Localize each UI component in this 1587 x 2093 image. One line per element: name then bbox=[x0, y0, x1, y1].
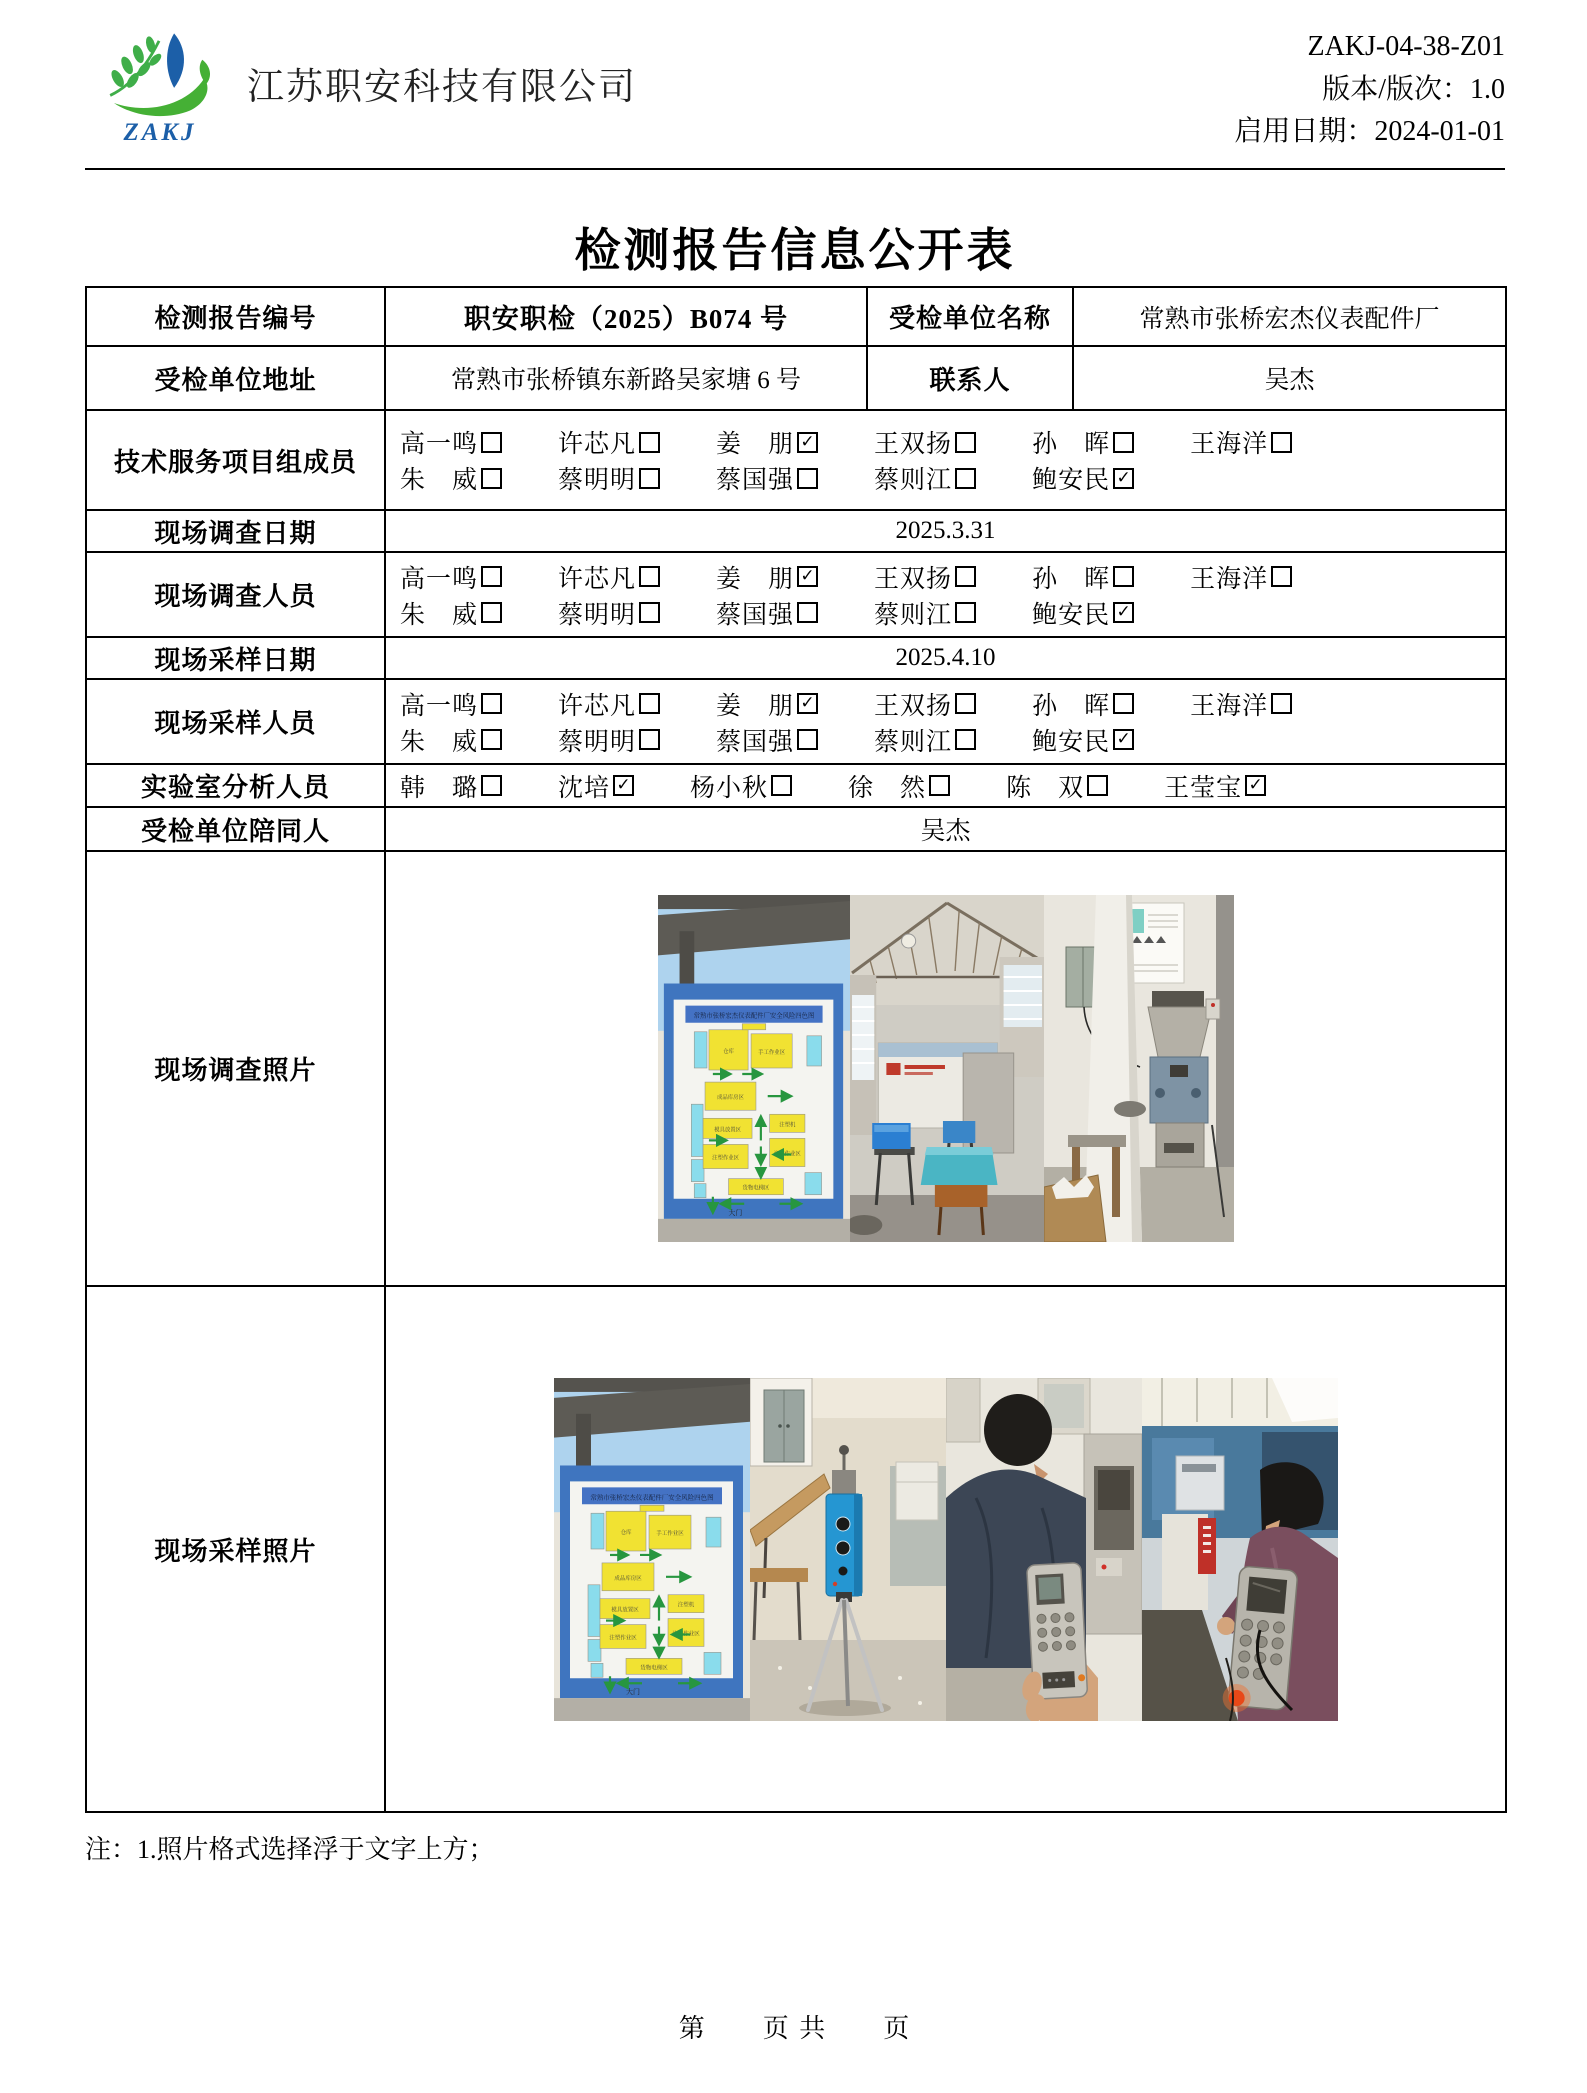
member-name: 孙 晖 bbox=[1032, 431, 1111, 458]
checkbox-checked[interactable]: ✓ bbox=[797, 432, 818, 453]
lab-staff-line bbox=[400, 768, 1505, 804]
table-row bbox=[86, 764, 1506, 807]
sampling-staff-line1 bbox=[400, 686, 1505, 722]
lab-staff-cell bbox=[385, 764, 1506, 807]
checkbox-unchecked[interactable] bbox=[481, 775, 502, 796]
member-item bbox=[400, 424, 502, 460]
member-item bbox=[1032, 722, 1134, 758]
header-divider bbox=[85, 168, 1505, 170]
member-name: 姜 朋 bbox=[716, 565, 795, 593]
member-name: 韩 璐 bbox=[400, 774, 479, 802]
sampling-photos-label: 现场采样照片 bbox=[86, 1286, 385, 1812]
team-members-cell bbox=[385, 410, 1506, 510]
member-name: 王海洋 bbox=[1190, 431, 1269, 458]
page-header bbox=[85, 0, 1505, 168]
member-item bbox=[400, 460, 502, 496]
unit-name-label: 受检单位名称 bbox=[867, 287, 1073, 346]
member-item bbox=[400, 722, 502, 758]
checkbox-unchecked[interactable] bbox=[1113, 566, 1134, 587]
checkbox-unchecked[interactable] bbox=[481, 566, 502, 587]
doc-code: ZAKJ-04-38-Z01 bbox=[1307, 31, 1505, 62]
checkbox-checked[interactable]: ✓ bbox=[1113, 468, 1134, 489]
member-item bbox=[558, 460, 660, 496]
sampling-staff-cell bbox=[385, 679, 1506, 764]
member-name: 许芯凡 bbox=[558, 565, 637, 593]
member-item bbox=[716, 424, 818, 460]
member-name: 蔡国强 bbox=[716, 728, 795, 756]
checkbox-unchecked[interactable] bbox=[955, 602, 976, 623]
table-row bbox=[86, 807, 1506, 851]
contact-value: 吴杰 bbox=[1073, 346, 1506, 410]
member-item bbox=[874, 460, 976, 496]
member-name: 朱 威 bbox=[400, 601, 479, 629]
table-row bbox=[86, 552, 1506, 637]
member-name: 徐 然 bbox=[848, 774, 927, 802]
checkbox-checked[interactable]: ✓ bbox=[613, 775, 634, 796]
member-item bbox=[874, 559, 976, 595]
member-name: 姜 朋 bbox=[716, 431, 795, 458]
checkbox-unchecked[interactable] bbox=[797, 729, 818, 750]
member-item bbox=[874, 686, 976, 722]
survey-staff-line1 bbox=[400, 559, 1505, 595]
member-item bbox=[1190, 686, 1292, 722]
checkbox-unchecked[interactable] bbox=[955, 693, 976, 714]
member-item bbox=[690, 768, 792, 804]
member-item bbox=[400, 559, 502, 595]
member-name: 孙 晖 bbox=[1032, 565, 1111, 593]
member-name: 王双扬 bbox=[874, 565, 953, 593]
escort-value: 吴杰 bbox=[385, 807, 1506, 851]
member-name: 沈培 bbox=[558, 774, 611, 802]
table-row bbox=[86, 410, 1506, 510]
survey-date-label: 现场调查日期 bbox=[86, 510, 385, 552]
sampling-staff-line2 bbox=[400, 722, 1505, 758]
table-row bbox=[86, 637, 1506, 679]
logo-text: ZAKJ bbox=[123, 119, 197, 146]
checkbox-unchecked[interactable] bbox=[1113, 432, 1134, 453]
checkbox-unchecked[interactable] bbox=[481, 729, 502, 750]
checkbox-unchecked[interactable] bbox=[639, 729, 660, 750]
checkbox-unchecked[interactable] bbox=[1271, 432, 1292, 453]
table-row bbox=[86, 851, 1506, 1286]
table-row bbox=[86, 679, 1506, 764]
member-item bbox=[1032, 686, 1134, 722]
member-item bbox=[874, 424, 976, 460]
sampling-photo-factory-layout-signboard bbox=[554, 1378, 750, 1721]
checkbox-checked[interactable]: ✓ bbox=[1113, 602, 1134, 623]
checkbox-unchecked[interactable] bbox=[1271, 693, 1292, 714]
member-name: 蔡则江 bbox=[874, 467, 953, 494]
survey-staff-line2 bbox=[400, 595, 1505, 631]
checkbox-unchecked[interactable] bbox=[481, 693, 502, 714]
member-item bbox=[716, 460, 818, 496]
contact-label: 联系人 bbox=[867, 346, 1073, 410]
member-name: 姜 朋 bbox=[716, 692, 795, 720]
member-item bbox=[558, 595, 660, 631]
survey-photo-granulator-machine bbox=[1044, 895, 1234, 1242]
document-meta bbox=[1234, 0, 1505, 154]
survey-date-value: 2025.3.31 bbox=[385, 510, 1506, 552]
lab-staff-label: 实验室分析人员 bbox=[86, 764, 385, 807]
sampling-photo-strip bbox=[386, 1378, 1505, 1721]
member-name: 许芯凡 bbox=[558, 692, 637, 720]
member-name: 蔡明明 bbox=[558, 728, 637, 756]
member-item bbox=[1032, 460, 1134, 496]
member-item bbox=[1006, 768, 1108, 804]
checkbox-checked[interactable]: ✓ bbox=[797, 566, 818, 587]
team-label: 技术服务项目组成员 bbox=[86, 410, 385, 510]
footnote: 注：1.照片格式选择浮于文字上方； bbox=[85, 1835, 495, 1864]
member-item bbox=[874, 722, 976, 758]
member-name: 高一鸣 bbox=[400, 431, 479, 458]
member-name: 许芯凡 bbox=[558, 431, 637, 458]
member-name: 朱 威 bbox=[400, 728, 479, 756]
survey-staff-label: 现场调查人员 bbox=[86, 552, 385, 637]
escort-label: 受检单位陪同人 bbox=[86, 807, 385, 851]
checkbox-unchecked[interactable] bbox=[639, 566, 660, 587]
checkbox-unchecked[interactable] bbox=[955, 432, 976, 453]
member-item bbox=[1032, 559, 1134, 595]
member-name: 鲍安民 bbox=[1032, 728, 1111, 756]
member-name: 蔡国强 bbox=[716, 601, 795, 629]
member-item bbox=[558, 559, 660, 595]
member-name: 鲍安民 bbox=[1032, 601, 1111, 629]
checkbox-unchecked[interactable] bbox=[481, 432, 502, 453]
company-name: 江苏职安科技有限公司 bbox=[247, 67, 637, 108]
member-item bbox=[558, 686, 660, 722]
page-number-footer: 第 页 共 页 bbox=[678, 2014, 912, 2043]
member-name: 鲍安民 bbox=[1032, 467, 1111, 494]
checkbox-unchecked[interactable] bbox=[639, 602, 660, 623]
member-item bbox=[400, 595, 502, 631]
member-item bbox=[400, 768, 502, 804]
checkbox-unchecked[interactable] bbox=[481, 468, 502, 489]
table-row bbox=[86, 1286, 1506, 1812]
member-name: 王双扬 bbox=[874, 692, 953, 720]
member-name: 蔡则江 bbox=[874, 601, 953, 629]
member-item bbox=[558, 424, 660, 460]
member-name: 蔡明明 bbox=[558, 467, 637, 494]
member-item bbox=[1164, 768, 1266, 804]
survey-photo-factory-layout-signboard bbox=[658, 895, 850, 1242]
member-name: 蔡明明 bbox=[558, 601, 637, 629]
checkbox-unchecked[interactable] bbox=[639, 693, 660, 714]
member-item bbox=[1032, 424, 1134, 460]
unit-addr-value: 常熟市张桥镇东新路吴家塘 6 号 bbox=[385, 346, 867, 410]
team-members-line1 bbox=[400, 424, 1505, 460]
checkbox-checked[interactable]: ✓ bbox=[1245, 775, 1266, 796]
member-item bbox=[716, 559, 818, 595]
report-info-table bbox=[85, 286, 1507, 1813]
zakj-leaf-logo-icon bbox=[97, 24, 223, 118]
checkbox-unchecked[interactable] bbox=[1113, 693, 1134, 714]
checkbox-checked[interactable]: ✓ bbox=[1113, 729, 1134, 750]
page-title: 检测报告信息公开表 bbox=[574, 225, 1016, 276]
checkbox-unchecked[interactable] bbox=[1087, 775, 1108, 796]
table-row bbox=[86, 287, 1506, 346]
member-name: 蔡则江 bbox=[874, 728, 953, 756]
survey-photos-cell bbox=[385, 851, 1506, 1286]
member-name: 高一鸣 bbox=[400, 692, 479, 720]
checkbox-unchecked[interactable] bbox=[639, 468, 660, 489]
member-name: 杨小秋 bbox=[690, 774, 769, 802]
doc-version: 版本/版次：1.0 bbox=[1322, 73, 1505, 105]
member-name: 高一鸣 bbox=[400, 565, 479, 593]
member-name: 朱 威 bbox=[400, 467, 479, 494]
team-members-line2 bbox=[400, 460, 1505, 496]
sampling-date-label: 现场采样日期 bbox=[86, 637, 385, 679]
member-item bbox=[716, 722, 818, 758]
member-item bbox=[400, 686, 502, 722]
checkbox-unchecked[interactable] bbox=[955, 468, 976, 489]
survey-photo-workshop-interior bbox=[850, 895, 1044, 1242]
member-item bbox=[1032, 595, 1134, 631]
table-row bbox=[86, 510, 1506, 552]
member-item bbox=[558, 722, 660, 758]
sampling-staff-label: 现场采样人员 bbox=[86, 679, 385, 764]
survey-photo-strip bbox=[386, 895, 1505, 1242]
sampling-photos-cell bbox=[385, 1286, 1506, 1812]
member-item bbox=[1190, 424, 1292, 460]
member-name: 王海洋 bbox=[1190, 692, 1269, 720]
member-item bbox=[716, 686, 818, 722]
table-row bbox=[86, 346, 1506, 410]
sampling-photo-handheld-meter-in-hand bbox=[946, 1378, 1142, 1721]
doc-enable-date: 启用日期：2024-01-01 bbox=[1234, 116, 1505, 148]
member-item bbox=[848, 768, 950, 804]
sampling-date-value: 2025.4.10 bbox=[385, 637, 1506, 679]
checkbox-unchecked[interactable] bbox=[639, 432, 660, 453]
checkbox-unchecked[interactable] bbox=[797, 468, 818, 489]
survey-photos-label: 现场调查照片 bbox=[86, 851, 385, 1286]
member-name: 王双扬 bbox=[874, 431, 953, 458]
member-item bbox=[1190, 559, 1292, 595]
member-name: 孙 晖 bbox=[1032, 692, 1111, 720]
company-logo bbox=[85, 0, 235, 147]
survey-staff-cell bbox=[385, 552, 1506, 637]
member-name: 王海洋 bbox=[1190, 565, 1269, 593]
checkbox-unchecked[interactable] bbox=[1271, 566, 1292, 587]
member-item bbox=[716, 595, 818, 631]
report-no-label: 检测报告编号 bbox=[86, 287, 385, 346]
unit-addr-label: 受检单位地址 bbox=[86, 346, 385, 410]
member-item bbox=[874, 595, 976, 631]
member-item bbox=[558, 768, 634, 804]
member-name: 蔡国强 bbox=[716, 467, 795, 494]
sampling-photo-instrument-on-tripod bbox=[750, 1378, 946, 1721]
checkbox-unchecked[interactable] bbox=[929, 775, 950, 796]
member-name: 王莹宝 bbox=[1164, 774, 1243, 802]
checkbox-unchecked[interactable] bbox=[797, 602, 818, 623]
unit-name-value: 常熟市张桥宏杰仪表配件厂 bbox=[1073, 287, 1506, 346]
checkbox-unchecked[interactable] bbox=[955, 729, 976, 750]
report-no-value: 职安职检（2025）B074 号 bbox=[385, 287, 867, 346]
checkbox-unchecked[interactable] bbox=[955, 566, 976, 587]
sampling-photo-worker-at-injection-machines bbox=[1142, 1378, 1338, 1721]
member-name: 陈 双 bbox=[1006, 774, 1085, 802]
checkbox-unchecked[interactable] bbox=[771, 775, 792, 796]
checkbox-unchecked[interactable] bbox=[481, 602, 502, 623]
checkbox-checked[interactable]: ✓ bbox=[797, 693, 818, 714]
